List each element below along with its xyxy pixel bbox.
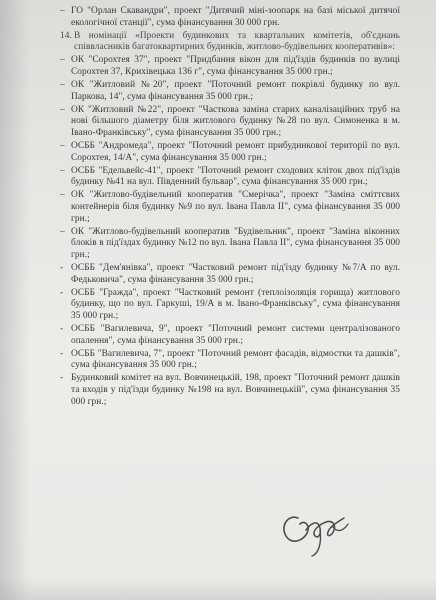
scan-shadow-bottom (0, 578, 436, 600)
list-item: - ОСББ "Гражда", проект "Частковий ремонт (теплоізоляція горища) житлового будинку, що по вул. Гаркуші, 19/А в м. Івано-Франківську", сума фінансування 35 000 грн.; (60, 288, 400, 323)
list-item: – ОСББ "Андромеда", проект "Поточний ремонт прибудинкової території по вул. Сорохтея, 14/А", сума фінансування 35 000 грн.; (60, 141, 400, 164)
list-item: – ОК "Житловий №22", проект "Часткова заміна старих каналізаційних труб на нові більшого діаметру біля житлового будинку №28 по вул. Симоненка в м. Івано-Франківську", сума фінансування 35 000 грн.; (60, 105, 400, 140)
scan-shadow-left (0, 0, 30, 600)
section-heading (60, 31, 400, 54)
list-item: – ОК "Житлово-будівельний кооператив "Будівельник", проект "Заміна віконних блоків в під'їздах будинку №12 по вул. Івана Павла ІІ", сума фінансування 35 000 грн.; (60, 227, 400, 262)
list-item: - ОСББ "Дем'янівка", проект "Частковий ремонт під'їзду будинку №7/А по вул. Федьковича", сума фінансування 35 000 грн.; (60, 263, 400, 286)
list-item: – ОСББ "Едельвейс-41", проект "Поточний ремонт сходових кліток двох під'їздів будинку №41 на вул. Південний бульвар", сума фінансування 35 000 грн.; (60, 166, 400, 189)
list-item: – ОК "Житловий №20", проект "Поточний ремонт покрівлі будинку по вул. Паркова, 14", сума фінансування 35 000 грн.; (60, 80, 400, 103)
handwritten-signature (276, 500, 356, 560)
list-item: - ОСББ "Вагилевича, 7", проект "Поточний ремонт фасадів, відмостки та дашків", сума фінансування 35 000 грн.; (60, 349, 400, 372)
list-item: – ОК "Житлово-будівельний кооператив "Смерічка", проект "Заміна сміттєвих контейнерів біля будинку №9 по вул. Івана Павла ІІ", сума фінансування 35 000 грн.; (60, 190, 400, 225)
section-number: 14. (60, 30, 72, 41)
list-item: – ГО "Орлан Скавандри", проект "Дитячий міні-зоопарк на базі міської дитячої екологічної станції", сума фінансування 30 000 грн. (60, 6, 400, 29)
section-text: В номінації «Проекти будинкових та квартальних комітетів, об'єднань співвласників багатоквартирних будинків, житлово-будівельних кооперативів»: (74, 30, 400, 53)
list-item: - Будинковий комітет на вул. Вовчинецькій, 198, проект "Поточний ремонт дашків та входів у під'їзди будинку №198 на вул. Вовчинецькій", сума фінансування 35 000 грн.; (60, 373, 400, 408)
document-body (60, 6, 400, 410)
list-item: - ОСББ "Вагилевича, 9", проект "Поточний ремонт системи централізованого опалення", сума фінансування 35 000 грн.; (60, 324, 400, 347)
list-item: – ОК "Сорохтея 37", проект "Придбання вікон для під'їздів будинків по вулиці Сорохтея 37, Крихівецька 136 г", сума фінансування 35 000 грн.; (60, 55, 400, 78)
